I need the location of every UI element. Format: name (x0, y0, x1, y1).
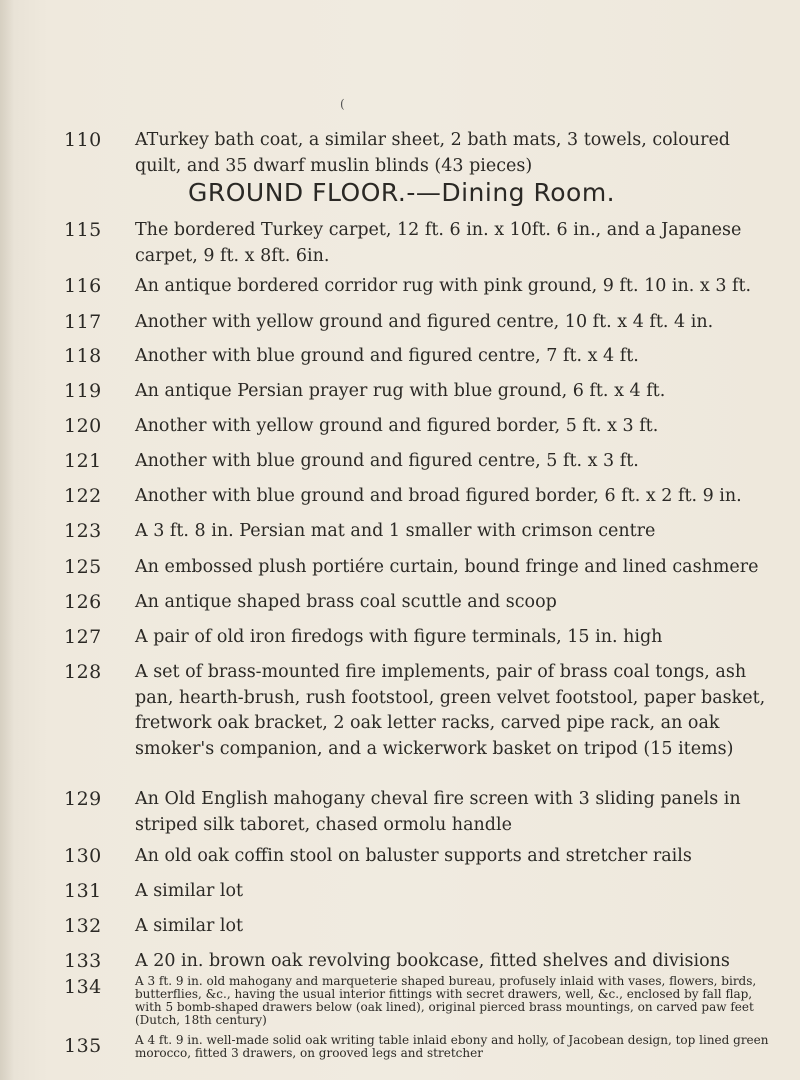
lot-number: 119 (64, 380, 102, 402)
lot-number: 123 (64, 520, 102, 542)
lot-number: 118 (64, 345, 102, 367)
lot-number: 134 (64, 976, 102, 998)
lot-description: An antique bordered corridor rug with pink ground, 9 ft. 10 in. x 3 ft. (135, 276, 752, 296)
lot-description: The bordered Turkey carpet, 12 ft. 6 in. x 10ft. 6 in., and a Japanese carpet, 9 ft. x 8ft. 6in. (135, 220, 742, 266)
lot-number: 125 (64, 556, 102, 578)
lot-number: 122 (64, 485, 102, 507)
lot-description: Another with blue ground and figured centre, 7 ft. x 4 ft. (135, 346, 639, 366)
section-heading: GROUND FLOOR.-—Dining Room. (188, 178, 616, 207)
lot-description: Another with blue ground and broad figured border, 6 ft. x 2 ft. 9 in. (135, 486, 742, 506)
lot-number: 131 (64, 880, 102, 902)
lot-description: A 3 ft. 8 in. Persian mat and 1 smaller with crimson centre (135, 521, 656, 541)
lot-description: A similar lot (135, 916, 244, 936)
lot-description: A set of brass-mounted fire implements, pair of brass coal tongs, ash pan, hearth-brush, rush footstool, green velvet footstool, paper basket, fretwork oak bracket, 2 oak letter racks, carved pipe rack, an oak smoker's companion, and a wickerwork basket on tripod (15 items) (135, 662, 766, 759)
lot-description: A 4 ft. 9 in. well-made solid oak writing table inlaid ebony and holly, of Jacobean design, top lined green morocco, fitted 3 drawers, on grooved legs and stretcher (135, 1033, 769, 1060)
lot-description: ATurkey bath coat, a similar sheet, 2 bath mats, 3 towels, coloured quilt, and 35 dwarf muslin blinds (43 pieces) (135, 130, 731, 176)
lot-description: A pair of old iron firedogs with figure terminals, 15 in. high (135, 627, 663, 647)
lot-number: 130 (64, 845, 102, 867)
top-mark: ( (340, 97, 345, 111)
lot-number: 117 (64, 311, 102, 333)
lot-number: 127 (64, 626, 102, 648)
lot-description: An antique Persian prayer rug with blue ground, 6 ft. x 4 ft. (135, 381, 666, 401)
lot-description: An old oak coffin stool on baluster supports and stretcher rails (135, 846, 692, 866)
lot-number: 129 (64, 788, 102, 810)
lot-description: An antique shaped brass coal scuttle and scoop (135, 592, 557, 612)
lot-number: 133 (64, 950, 102, 972)
lot-number: 121 (64, 450, 102, 472)
lot-description: Another with yellow ground and figured centre, 10 ft. x 4 ft. 4 in. (135, 312, 714, 332)
lot-number: 116 (64, 275, 102, 297)
lot-description: An embossed plush portiére curtain, bound fringe and lined cashmere (135, 557, 759, 577)
lot-description: An Old English mahogany cheval fire screen with 3 sliding panels in striped silk taboret, chased ormolu handle (135, 789, 741, 835)
lot-description: A similar lot (135, 881, 244, 901)
lot-number: 126 (64, 591, 102, 613)
scan-edge-shadow (0, 0, 14, 1080)
lot-number: 115 (64, 219, 102, 241)
lot-description: A 3 ft. 9 in. old mahogany and marqueterie shaped bureau, profusely inlaid with vases, flowers, birds, butterflies, &c., having the usual interior fittings with secret drawers, well, &c., enclosed by fall flap, with 5 bomb-shaped drawers below (oak lined), original pierced brass mountings, on carved paw feet (Dutch, 18th century) (135, 974, 757, 1027)
lot-description: A 20 in. brown oak revolving bookcase, fitted shelves and divisions (135, 951, 730, 971)
lot-number: 110 (64, 129, 102, 151)
lot-description: Another with blue ground and figured centre, 5 ft. x 3 ft. (135, 451, 639, 471)
lot-number: 135 (64, 1035, 102, 1057)
lot-number: 132 (64, 915, 102, 937)
lot-number: 128 (64, 661, 102, 683)
lot-number: 120 (64, 415, 102, 437)
lot-description: Another with yellow ground and figured border, 5 ft. x 3 ft. (135, 416, 659, 436)
